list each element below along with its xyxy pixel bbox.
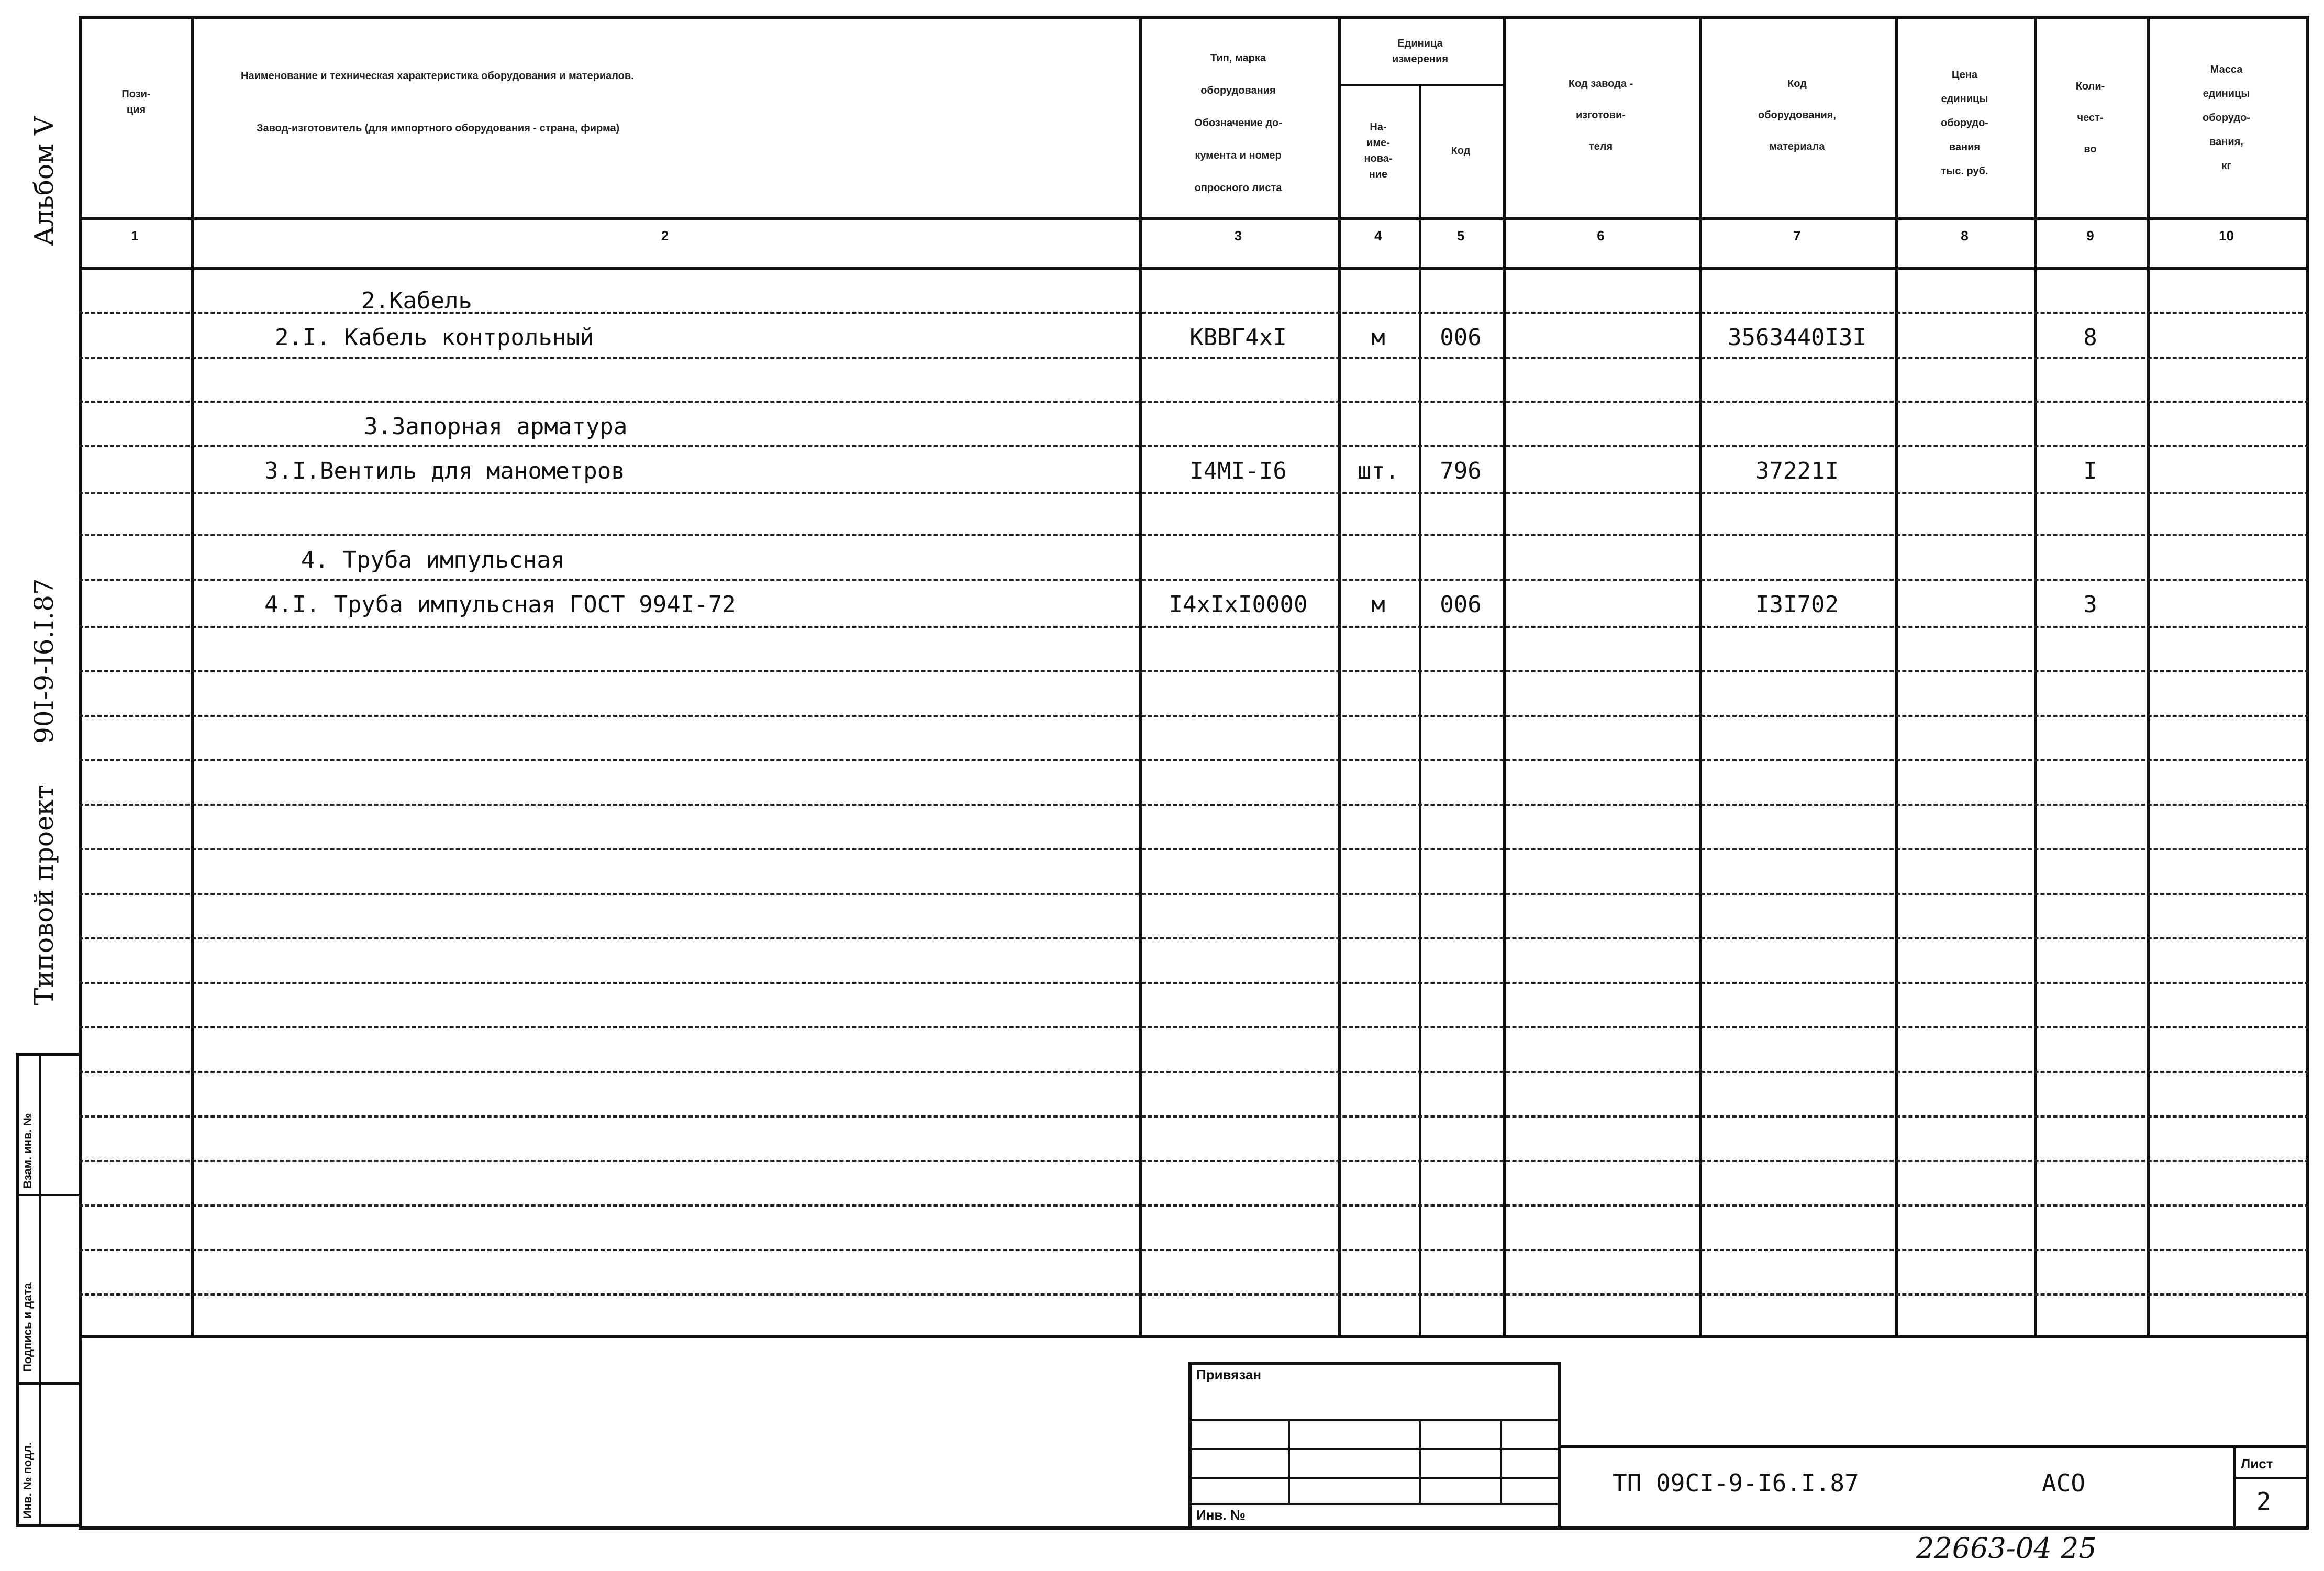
sheet-box-left <box>2233 1445 2236 1529</box>
row-4-1-type: I4хIхI0000 <box>1169 591 1308 618</box>
stamp-strip-top <box>16 1053 79 1056</box>
row-line <box>79 715 2309 717</box>
row-line <box>79 1115 2309 1118</box>
row-line <box>79 534 2309 536</box>
row-line <box>79 1026 2309 1028</box>
stamp-strip-bottom <box>16 1524 79 1527</box>
colnum-3: 3 <box>1234 227 1242 244</box>
col-sep-4 <box>1419 84 1421 1335</box>
header-price: Цена единицы оборудо- вания тыс. руб. <box>1941 69 1988 177</box>
row-4-1-unit-code: 006 <box>1440 591 1482 618</box>
row-2-1-unit: м <box>1371 324 1385 351</box>
colnum-8: 8 <box>1961 227 1969 244</box>
privyazan-grid-3 <box>1188 1477 1560 1479</box>
row-line <box>79 1160 2309 1162</box>
header-unit: Единица измерения <box>1392 37 1449 65</box>
row-line <box>79 445 2309 447</box>
project-code-label: 90I-9-I6.I.87 <box>29 578 59 744</box>
row-3-1-material-code: 37221I <box>1755 458 1839 484</box>
row-line <box>79 401 2309 403</box>
row-3-1-unit: шт. <box>1357 458 1399 484</box>
row-2-heading: 2.Кабель <box>361 287 472 314</box>
row-line <box>79 759 2309 761</box>
handwritten-archive-number: 22663-04 25 <box>1916 1532 2097 1565</box>
privyazan-grid-2 <box>1188 1448 1560 1450</box>
row-line <box>79 670 2309 672</box>
stamp-label-signature-date: Подпись и дата <box>21 1282 34 1372</box>
colnum-4: 4 <box>1374 227 1382 244</box>
document-code: ТП 09СI-9-I6.I.87 <box>1613 1469 1859 1497</box>
privyazan-box-top <box>1188 1362 1560 1365</box>
row-line <box>79 357 2309 359</box>
row-line <box>79 937 2309 939</box>
row-4-1-unit: м <box>1371 591 1385 618</box>
row-line <box>79 804 2309 806</box>
row-3-heading: 3.Запорная арматура <box>364 413 628 440</box>
row-line <box>79 848 2309 850</box>
colnum-2: 2 <box>661 227 669 244</box>
colnum-7: 7 <box>1793 227 1801 244</box>
row-3-1-name: 3.I.Вентиль для манометров <box>264 458 625 484</box>
privyazan-grid-4 <box>1188 1503 1560 1505</box>
row-4-1-material-code: I3I702 <box>1755 591 1839 618</box>
privyazan-grid-1 <box>1188 1419 1560 1421</box>
project-prefix-label: Типовой проект <box>29 784 59 1005</box>
row-3-1-unit-code: 796 <box>1440 458 1482 484</box>
row-line <box>79 492 2309 494</box>
colnum-bottom-line <box>79 267 2309 270</box>
col-sep-5 <box>1503 16 1506 1335</box>
colnum-1: 1 <box>131 227 139 244</box>
colnum-10: 10 <box>2219 227 2234 244</box>
row-2-1-material-code: 3563440I3I <box>1728 324 1866 351</box>
col-sep-6 <box>1699 16 1702 1335</box>
header-position: Пози- ция <box>121 88 151 116</box>
colnum-6: 6 <box>1597 227 1605 244</box>
sheet-number: 2 <box>2256 1487 2271 1515</box>
col-sep-1 <box>191 16 194 1335</box>
colnum-5: 5 <box>1456 227 1465 244</box>
sheet-label: Лист <box>2241 1456 2273 1472</box>
row-line <box>79 1204 2309 1207</box>
unit-header-split <box>1338 84 1503 86</box>
document-mark: АСО <box>2042 1469 2086 1497</box>
privyazan-grid-v1 <box>1288 1419 1290 1503</box>
stamp-label-inv-podl: Инв. № подл. <box>21 1442 34 1519</box>
header-mass: Масса единицы оборудо- вания, кг <box>2203 64 2250 172</box>
row-3-1-type: I4МI-I6 <box>1189 458 1287 484</box>
privyazan-label: Привязан <box>1196 1367 1262 1382</box>
row-2-1-name: 2.I. Кабель контрольный <box>275 324 594 351</box>
header-material-code: Код оборудования, материала <box>1758 78 1837 152</box>
frame-bottom <box>79 1526 2309 1530</box>
album-label: Альбом V <box>29 116 59 246</box>
frame-top <box>79 16 2309 19</box>
header-name-line1: Наименование и техническая характеристика оборудования и материалов. <box>241 70 634 82</box>
header-type: Тип, марка оборудования Обозначение до- кумента и номер опросного листа <box>1194 52 1282 194</box>
row-line <box>79 1071 2309 1073</box>
row-line <box>79 1249 2309 1251</box>
header-unit-name: На- име- нова- ние <box>1364 121 1393 180</box>
row-line <box>79 579 2309 581</box>
row-line <box>79 1293 2309 1296</box>
row-4-1-quantity: 3 <box>2083 591 2097 618</box>
frame-right <box>2306 16 2309 1529</box>
sheet-box-divider <box>2233 1477 2309 1479</box>
row-3-1-quantity: I <box>2083 458 2097 484</box>
title-block-top <box>1560 1445 2309 1448</box>
inv-no-label: Инв. № <box>1196 1507 1246 1523</box>
row-line <box>79 982 2309 984</box>
row-line <box>79 626 2309 628</box>
stamp-label-vzam-inv: Взам. инв. № <box>21 1113 34 1189</box>
stamp-divider-2 <box>16 1382 79 1385</box>
row-4-heading: 4. Труба импульсная <box>301 547 565 573</box>
stamp-strip-left <box>16 1053 19 1524</box>
privyazan-grid-v3 <box>1500 1419 1502 1503</box>
stamp-strip-mid <box>39 1053 41 1524</box>
row-4-1-name: 4.I. Труба импульсная ГОСТ 994I-72 <box>264 591 736 618</box>
col-sep-8 <box>2034 16 2037 1335</box>
col-sep-9 <box>2147 16 2150 1335</box>
header-name-line2: Завод-изготовитель (для импортного оборудования - страна, фирма) <box>257 123 620 134</box>
header-quantity: Коли- чест- во <box>2075 81 2105 155</box>
row-2-1-quantity: 8 <box>2083 324 2097 351</box>
header-maker-code: Код завода - изготови- теля <box>1568 78 1633 152</box>
stamp-divider-1 <box>16 1194 79 1196</box>
privyazan-grid-v2 <box>1419 1419 1421 1503</box>
table-bottom-line <box>79 1335 2309 1338</box>
row-line <box>79 893 2309 895</box>
header-unit-code: Код <box>1451 145 1471 157</box>
colnum-9: 9 <box>2086 227 2094 244</box>
row-2-1-type: КВВГ4хI <box>1189 324 1287 351</box>
row-2-1-unit-code: 006 <box>1440 324 1482 351</box>
